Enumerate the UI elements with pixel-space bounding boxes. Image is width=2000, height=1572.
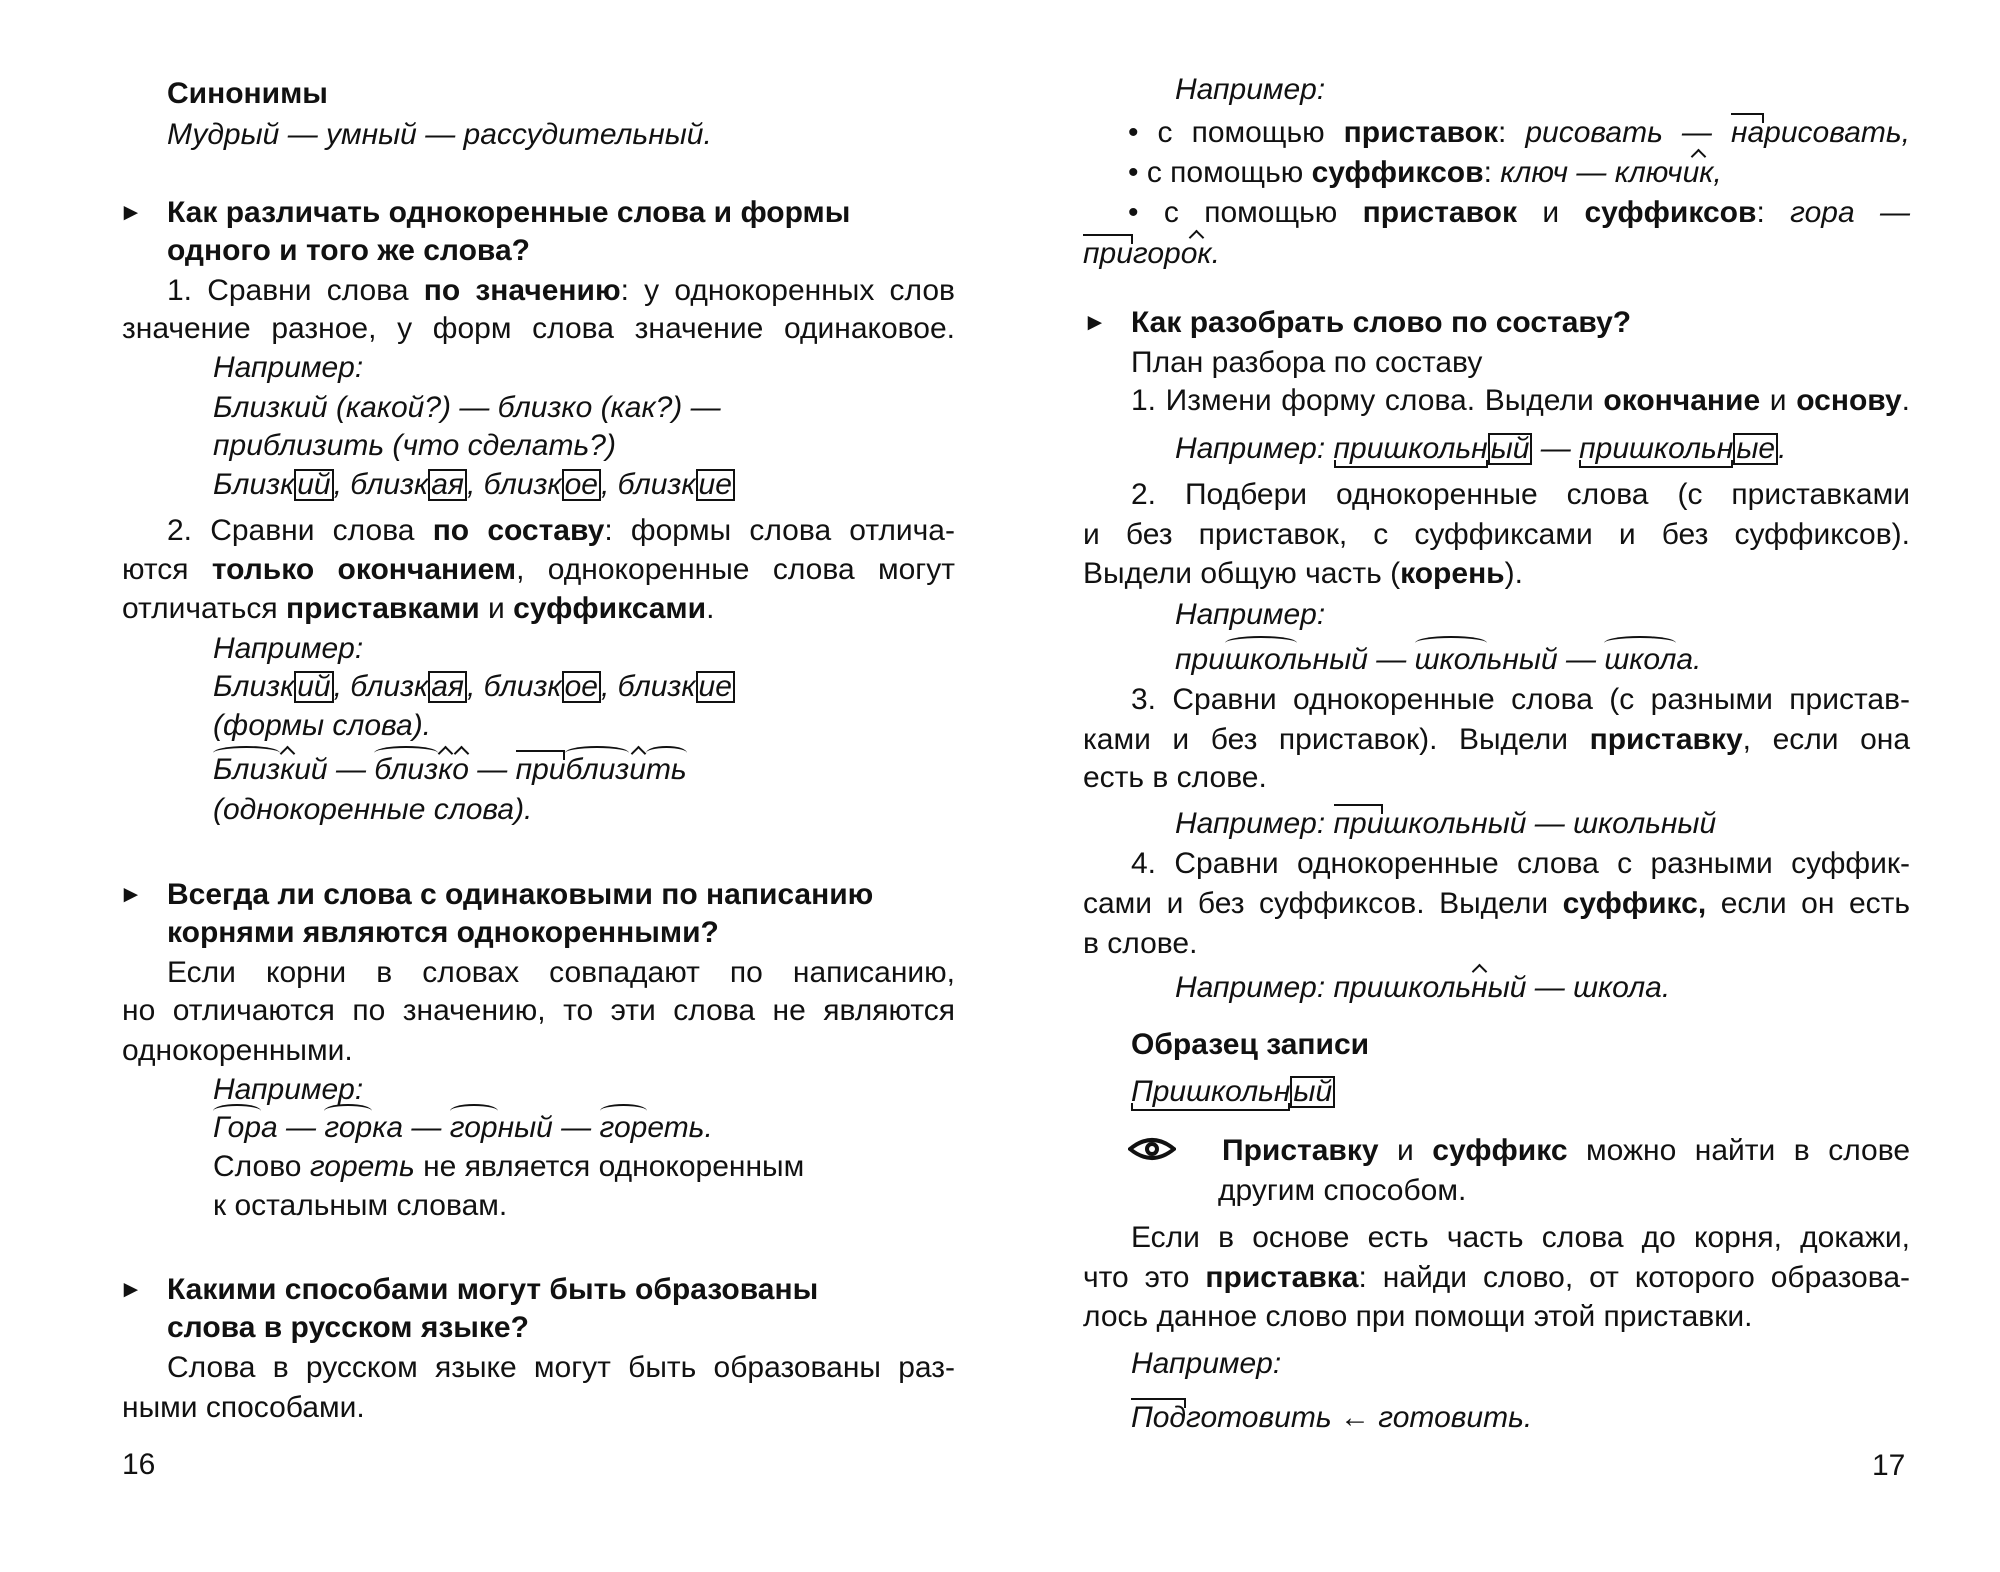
stem-mark: пришкольн <box>1579 429 1733 469</box>
text-line <box>1128 113 1910 153</box>
text-segment: • с помощью <box>1128 156 1312 189</box>
text-segment: Например: <box>1175 432 1334 465</box>
text-line <box>1131 475 1910 515</box>
text-segment: школьный — школьный <box>1383 807 1717 840</box>
stem-mark: пришкольн <box>1334 429 1488 469</box>
text-segment: Например: <box>213 1073 364 1106</box>
text-segment: , близк <box>466 670 562 703</box>
text-segment: ка — <box>372 1111 450 1144</box>
text-segment: по значению <box>423 274 621 307</box>
text-segment: , близк <box>600 670 696 703</box>
text-line <box>167 1308 529 1348</box>
text-segment: . <box>1778 432 1787 465</box>
text-line <box>1131 680 1910 720</box>
ending-box: ая <box>428 671 467 703</box>
suffix-mark: ок <box>1181 234 1212 274</box>
text-line <box>1131 1218 1910 1258</box>
text-segment: — <box>468 753 516 786</box>
text-line <box>213 750 687 790</box>
text-segment: приставок <box>1362 196 1517 229</box>
text-segment: окончание <box>1603 384 1761 417</box>
text-segment: Приставку <box>1222 1134 1379 1167</box>
ending-box: ие <box>696 469 735 501</box>
text-segment: : <box>1756 196 1791 229</box>
root-mark: гор <box>324 1108 372 1148</box>
text-line <box>167 953 955 993</box>
text-segment: . <box>1901 384 1910 417</box>
text-line <box>122 991 955 1031</box>
text-line <box>1175 595 1325 635</box>
text-line <box>213 1108 713 1148</box>
text-segment: еть. <box>647 1111 713 1144</box>
text-segment: гора — <box>1790 196 1911 229</box>
ending-box: ий <box>294 671 333 703</box>
text-line <box>1128 153 1722 193</box>
root-mark: Гор <box>213 1108 261 1148</box>
root-mark: школ <box>1225 640 1297 680</box>
prefix-mark: при <box>516 750 566 790</box>
text-line <box>1218 1171 1466 1211</box>
text-segment: 2. Подбери однокоренные слова (с приставками <box>1131 478 1910 511</box>
text-line <box>1083 554 1523 594</box>
text-segment: ками и без приставок). Выдели <box>1083 723 1590 756</box>
root-mark: Близ <box>213 750 280 790</box>
text-segment: ются <box>122 553 212 586</box>
text-line <box>213 465 735 505</box>
text-segment: (однокоренные слова). <box>213 793 533 826</box>
text-line <box>1175 804 1716 844</box>
ending-box: ый <box>1488 433 1533 465</box>
text-line <box>213 706 431 746</box>
text-segment: приставками <box>285 592 480 625</box>
text-line <box>1083 884 1910 924</box>
text-segment: Слова в русском языке могут быть образованы раз- <box>167 1351 955 1384</box>
text-line <box>1083 1258 1910 1298</box>
text-segment: Близкий (какой?) — близко (как?) — <box>213 391 721 424</box>
text-line <box>167 271 955 311</box>
suffix-mark: к <box>438 750 452 790</box>
text-segment: Близк <box>213 670 295 703</box>
text-line <box>122 589 714 629</box>
text-segment: • с помощью <box>1128 116 1344 149</box>
text-segment: Например: <box>1175 73 1326 106</box>
text-segment: . <box>706 592 715 625</box>
text-segment: и без приставок, с суффиксами и без суффиксов). <box>1083 518 1910 551</box>
root-mark: гор <box>600 1108 648 1148</box>
text-segment: (формы слова). <box>213 709 432 742</box>
text-segment: и <box>1760 384 1797 417</box>
text-line <box>213 667 735 707</box>
text-segment: Мудрый — умный — рассудительный. <box>167 118 712 151</box>
text-line <box>122 550 955 590</box>
text-segment: Например: <box>1175 598 1326 631</box>
text-line <box>1131 844 1910 884</box>
text-segment: Например: <box>1131 1347 1282 1380</box>
text-segment: а. <box>1676 643 1702 676</box>
text-line <box>1083 758 1267 798</box>
text-segment: , <box>1713 156 1722 189</box>
text-segment: можно найти в слове <box>1567 1134 1910 1167</box>
text-segment: , близк <box>466 468 562 501</box>
text-line <box>1175 429 1786 469</box>
text-segment: 4. Сравни однокоренные слова с разными суффик- <box>1131 847 1910 880</box>
text-segment: приставка <box>1205 1261 1359 1294</box>
text-segment: Слово <box>213 1150 310 1183</box>
text-segment: Например: <box>1175 807 1334 840</box>
text-line <box>1083 720 1910 760</box>
text-segment: рисовать — <box>1525 116 1731 149</box>
text-segment: приставок <box>1343 116 1498 149</box>
text-line <box>122 309 955 349</box>
text-segment: суффикс, <box>1562 887 1707 920</box>
text-line <box>167 74 328 114</box>
text-segment: ключ — ключ <box>1500 156 1683 189</box>
text-segment: основу <box>1796 384 1902 417</box>
ending-box: ое <box>562 671 601 703</box>
page-number-right: 17 <box>1872 1449 1906 1482</box>
text-line <box>122 1388 365 1428</box>
text-segment: , близк <box>600 468 696 501</box>
text-segment: . <box>1211 237 1220 270</box>
text-segment: а — <box>261 1111 325 1144</box>
suffix-mark: и <box>629 750 646 790</box>
root-mark: школ <box>1415 640 1487 680</box>
text-line <box>1131 1025 1369 1065</box>
suffix-mark: н <box>1471 968 1488 1008</box>
text-segment: по составу <box>432 514 605 547</box>
text-line <box>122 1031 353 1071</box>
text-segment: : формы слова отлича- <box>604 514 955 547</box>
text-segment: 3. Сравни однокоренные слова (с разными пристав- <box>1131 683 1910 716</box>
section-heading <box>1083 303 1632 343</box>
text-line <box>1131 1344 1281 1384</box>
text-segment: и <box>1378 1134 1433 1167</box>
text-segment: слова в русском языке? <box>167 1311 529 1344</box>
text-segment: суффикс <box>1432 1134 1568 1167</box>
arrow-bullet-icon: ► <box>119 1276 143 1303</box>
text-segment: приблизить (что сделать?) <box>213 429 616 462</box>
text-segment: • с помощью <box>1128 196 1363 229</box>
arrow-bullet-icon: ► <box>119 199 143 226</box>
text-segment: при <box>1175 643 1225 676</box>
root-mark: близ <box>565 750 629 790</box>
text-line <box>1083 1297 1752 1337</box>
root-mark: гор <box>450 1108 498 1148</box>
text-line <box>213 1186 507 1226</box>
section-heading <box>119 875 874 915</box>
root-mark: близ <box>374 750 438 790</box>
text-segment: Например: <box>213 632 364 665</box>
text-segment: Если корни в словах совпадают по написанию, <box>167 956 955 989</box>
text-segment: : <box>1483 156 1501 189</box>
text-segment: корень <box>1400 557 1505 590</box>
text-segment: сами и без суффиксов. Выдели <box>1083 887 1563 920</box>
text-segment: 1. Измени форму слова. Выдели <box>1131 384 1604 417</box>
prefix-mark: при <box>1334 804 1384 844</box>
text-segment: Например: пришколь <box>1175 971 1472 1004</box>
prefix-mark: на <box>1731 113 1764 153</box>
text-line <box>1131 1398 1532 1438</box>
arrow-bullet-icon: ► <box>1083 309 1107 336</box>
text-line <box>213 348 363 388</box>
suffix-mark: о <box>452 750 469 790</box>
text-segment: План разбора по составу <box>1131 346 1483 379</box>
text-segment: , близк <box>333 670 429 703</box>
text-segment: только окончанием <box>211 553 517 586</box>
text-segment: Например: <box>213 351 364 384</box>
text-line <box>1175 968 1670 1008</box>
text-segment: лось данное слово при помощи этой приставки. <box>1083 1300 1753 1333</box>
text-segment: и <box>479 592 514 625</box>
text-line <box>167 913 719 953</box>
suffix-mark: к <box>280 750 294 790</box>
ending-box: ый <box>1290 1076 1335 1108</box>
page-number-left: 16 <box>122 1448 156 1481</box>
text-line <box>1128 193 1910 233</box>
text-segment: суффиксов <box>1311 156 1484 189</box>
text-segment: гореть <box>309 1150 415 1183</box>
prefix-mark: при <box>1083 234 1133 274</box>
text-segment: значение разное, у форм слова значение одинаковое. <box>122 312 955 345</box>
text-segment: — <box>1532 432 1580 465</box>
text-segment: Как различать однокоренные слова и формы <box>167 196 851 229</box>
text-segment: ый — школа. <box>1487 971 1671 1004</box>
text-line <box>1083 515 1910 555</box>
text-line <box>1131 343 1482 383</box>
text-segment: к остальным словам. <box>213 1189 508 1222</box>
text-segment: ьный — <box>1296 643 1415 676</box>
text-segment: 2. Сравни слова <box>167 514 433 547</box>
text-segment: : у однокоренных слов <box>620 274 955 307</box>
ending-box: ое <box>562 469 601 501</box>
text-segment: , однокоренные слова могут <box>516 553 955 586</box>
text-segment: Какими способами могут быть образованы <box>167 1273 819 1306</box>
prefix-mark: Под <box>1131 1398 1186 1438</box>
text-line <box>213 388 721 428</box>
text-line <box>167 1348 955 1388</box>
text-line <box>1083 234 1220 274</box>
text-line <box>213 790 532 830</box>
text-segment: гор <box>1132 237 1181 270</box>
text-segment: корнями являются однокоренными? <box>167 916 719 949</box>
text-segment: но отличаются по значению, то эти слова не являются <box>122 994 955 1027</box>
ending-box: ая <box>428 469 467 501</box>
text-segment: ). <box>1504 557 1523 590</box>
text-segment: отличаться <box>122 592 286 625</box>
text-segment: Всегда ли слова с одинаковыми по написанию <box>167 878 874 911</box>
text-segment: : найди слово, от которого образова- <box>1358 1261 1911 1294</box>
text-line <box>167 511 955 551</box>
root-mark: школ <box>1604 640 1676 680</box>
text-line <box>213 426 616 466</box>
text-segment: есть в слове. <box>1083 761 1267 794</box>
text-segment: готовить ← готовить. <box>1186 1401 1533 1434</box>
text-segment: если он есть <box>1706 887 1910 920</box>
text-line <box>1175 640 1701 680</box>
text-segment: , если она <box>1742 723 1911 756</box>
root-mark: ть <box>646 750 687 790</box>
text-segment: Если в основе есть часть слова до корня, докажи, <box>1131 1221 1910 1254</box>
text-line <box>1131 381 1910 421</box>
text-segment: Выдели общую часть ( <box>1083 557 1401 590</box>
ending-box: ые <box>1733 433 1778 465</box>
text-line <box>1131 1072 1335 1112</box>
eye-icon <box>1128 1135 1176 1163</box>
text-segment: ий — <box>294 753 375 786</box>
text-segment: Синонимы <box>167 77 328 110</box>
text-segment: 1. Сравни слова <box>167 274 424 307</box>
section-heading <box>119 1270 819 1310</box>
text-segment: что это <box>1083 1261 1206 1294</box>
text-segment: : <box>1498 116 1526 149</box>
text-segment: ными способами. <box>122 1391 365 1424</box>
text-segment: Близк <box>213 468 295 501</box>
text-line <box>167 231 530 271</box>
stem-mark: Пришкольн <box>1131 1072 1290 1112</box>
text-segment: не является однокоренным <box>414 1150 805 1183</box>
text-segment: Как разобрать слово по составу? <box>1131 306 1632 339</box>
ending-box: ий <box>294 469 333 501</box>
text-line <box>213 1147 804 1187</box>
text-line <box>1222 1131 1910 1171</box>
text-line <box>213 629 363 669</box>
text-segment: суффиксов <box>1584 196 1757 229</box>
text-segment: рисовать, <box>1764 116 1910 149</box>
text-segment: в слове. <box>1083 927 1198 960</box>
text-segment: Образец записи <box>1131 1028 1370 1061</box>
text-line <box>1083 924 1197 964</box>
text-segment: , близк <box>333 468 429 501</box>
text-segment: однокоренными. <box>122 1034 353 1067</box>
text-segment: и <box>1516 196 1585 229</box>
arrow-bullet-icon: ► <box>119 881 143 908</box>
text-segment: ный — <box>497 1111 600 1144</box>
text-segment: другим способом. <box>1218 1174 1467 1207</box>
text-segment: приставку <box>1589 723 1743 756</box>
ending-box: ие <box>696 671 735 703</box>
text-segment: суффиксами <box>513 592 707 625</box>
section-heading <box>119 193 851 233</box>
text-segment: ьный — <box>1486 643 1605 676</box>
suffix-mark: ик <box>1683 153 1714 193</box>
text-line <box>1175 70 1325 110</box>
text-segment: одного и того же слова? <box>167 234 530 267</box>
text-line <box>167 115 712 155</box>
